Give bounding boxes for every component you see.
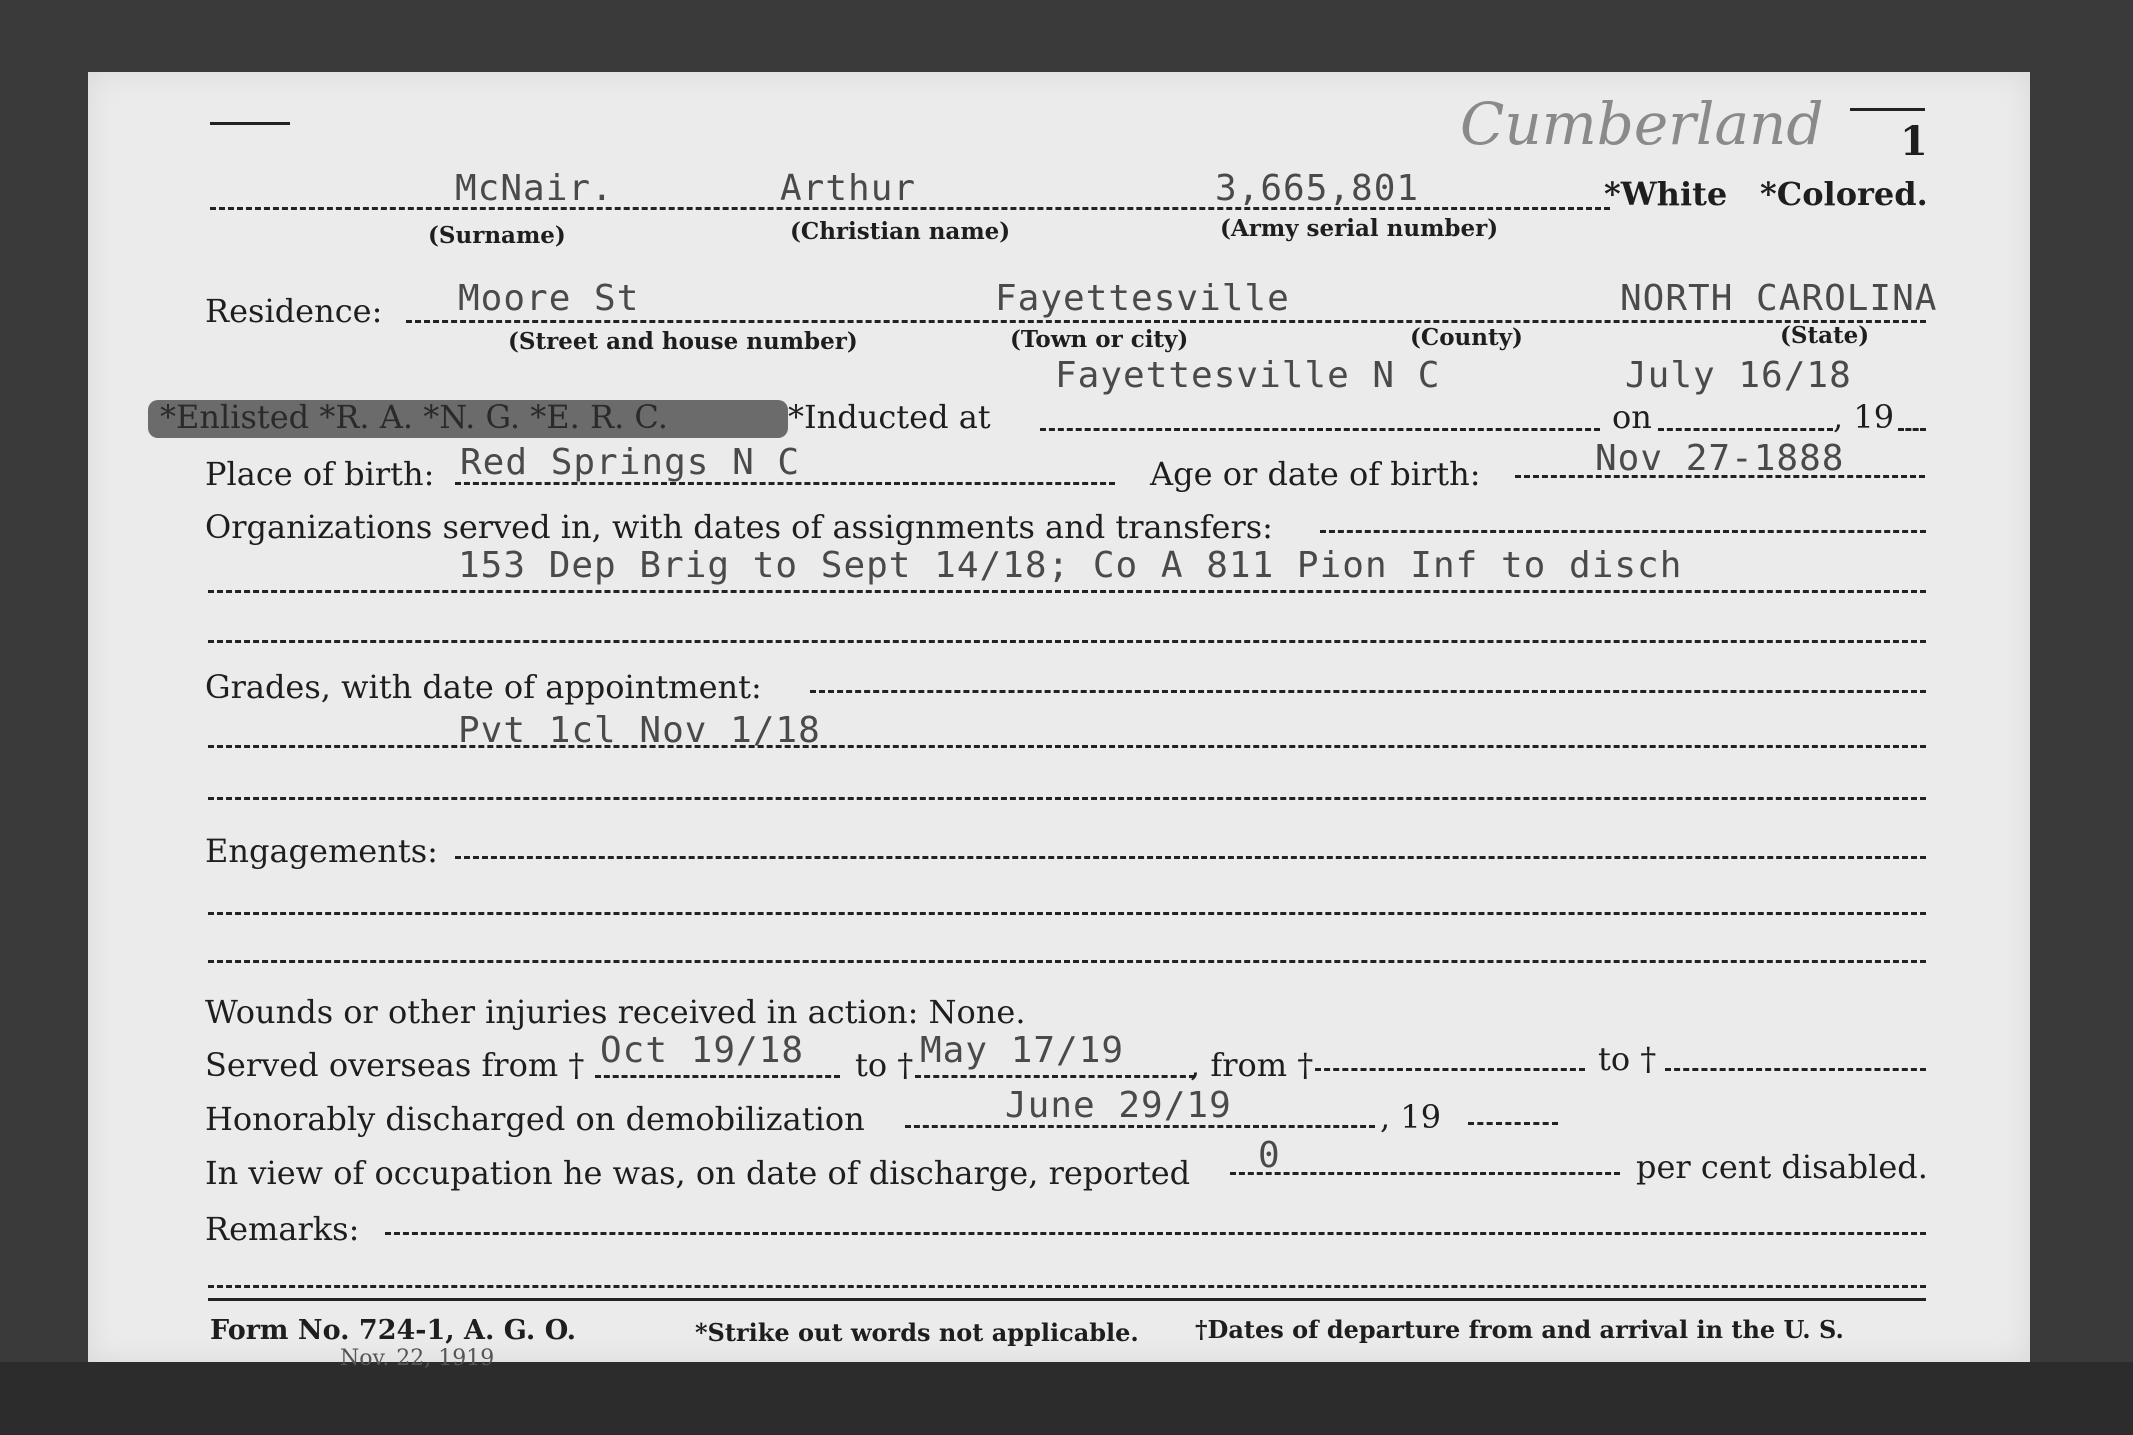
overseas-to-value: May 17/19 (920, 1030, 1125, 1071)
top-left-rule (210, 122, 290, 125)
christian-name-value: Arthur (780, 168, 917, 209)
birth-place-label: Place of birth: (205, 455, 435, 493)
inducted-place-line (1040, 428, 1600, 431)
engagements-line-1 (455, 856, 1926, 859)
serial-number-value: 3,665,801 (1215, 168, 1420, 209)
organizations-label: Organizations served in, with dates of assignments and transfers: (205, 508, 1273, 546)
county-handwritten: Cumberland (1460, 90, 1824, 158)
disability-label: In view of occupation he was, on date of discharge, reported (205, 1154, 1191, 1192)
birth-place-value: Red Springs N C (460, 442, 801, 483)
remarks-line-1 (385, 1232, 1926, 1235)
surname-caption: (Surname) (428, 222, 566, 249)
grades-line-2 (208, 745, 1926, 748)
overseas-to2-line (1665, 1068, 1926, 1071)
residence-street-value: Moore St (458, 278, 640, 319)
serial-number-caption: (Army serial number) (1220, 215, 1499, 242)
overseas-to2-label: to † (1598, 1040, 1657, 1078)
inducted-date-value: July 16/18 (1625, 355, 1852, 396)
organizations-line-1 (1320, 530, 1926, 533)
remarks-label: Remarks: (205, 1210, 360, 1248)
race-white-label: *White (1604, 175, 1728, 213)
race-colored-label: *Colored. (1760, 175, 1928, 213)
card-number: 1 (1900, 118, 1928, 165)
overseas-to-line (915, 1075, 1195, 1078)
scan-background (0, 1362, 2133, 1435)
engagements-line-2 (208, 912, 1926, 915)
residence-line (406, 320, 1926, 323)
grades-line-1 (810, 690, 1926, 693)
overseas-from2-label: , from † (1190, 1046, 1314, 1084)
grades-entry: Pvt 1cl Nov 1/18 (458, 710, 821, 751)
strike-note: *Strike out words not applicable. (695, 1318, 1139, 1347)
birth-date-line (1515, 475, 1925, 478)
birth-place-line (455, 482, 1115, 485)
wounds-label: Wounds or other injuries received in action: None. (205, 993, 1026, 1031)
disability-suffix: per cent disabled. (1636, 1148, 1928, 1186)
engagements-line-3 (208, 960, 1926, 963)
organizations-line-2 (208, 590, 1926, 593)
form-date-stamp: Nov. 22, 1919 (340, 1346, 495, 1371)
organizations-entry: 153 Dep Brig to Sept 14/18; Co A 811 Pion Inf to disch (458, 545, 1683, 586)
christian-name-caption: (Christian name) (790, 218, 1011, 245)
top-right-rule (1850, 108, 1925, 111)
town-caption: (Town or city) (1010, 326, 1189, 353)
street-caption: (Street and house number) (508, 328, 858, 355)
inducted-at-label: *Inducted at (788, 398, 991, 436)
inducted-date-line (1658, 428, 1833, 431)
dates-note: †Dates of departure from and arrival in the U. S. (1195, 1315, 1844, 1344)
state-caption: (State) (1780, 322, 1870, 349)
overseas-from2-line (1315, 1068, 1585, 1071)
surname-value: McNair. (455, 168, 614, 209)
discharge-label: Honorably discharged on demobilization (205, 1100, 865, 1138)
engagements-label: Engagements: (205, 832, 438, 870)
birth-date-label: Age or date of birth: (1150, 455, 1481, 493)
remarks-line-2 (208, 1285, 1926, 1288)
on-label: on (1612, 398, 1652, 436)
overseas-label: Served overseas from † (205, 1046, 585, 1084)
discharge-year-line (1468, 1122, 1558, 1125)
overseas-from-value: Oct 19/18 (600, 1030, 805, 1071)
footer-rule (208, 1298, 1926, 1301)
discharge-date-value: June 29/19 (1005, 1085, 1232, 1126)
discharge-year-suffix: , 19 (1380, 1098, 1442, 1136)
inducted-year-line (1898, 428, 1926, 431)
grades-label: Grades, with date of appointment: (205, 668, 762, 706)
overseas-to-label: to † (855, 1046, 914, 1084)
grades-line-3 (208, 797, 1926, 800)
disability-value: 0 (1258, 1135, 1281, 1176)
overseas-from-line (595, 1075, 840, 1078)
disability-line (1230, 1172, 1620, 1175)
form-number: Form No. 724-1, A. G. O. (210, 1315, 577, 1346)
county-caption: (County) (1410, 324, 1523, 351)
enlisted-options-label: *Enlisted *R. A. *N. G. *E. R. C. (160, 398, 668, 436)
residence-town-value: Fayettesville (995, 278, 1290, 319)
inducted-place-value: Fayettesville N C (1055, 355, 1441, 396)
residence-state-value: NORTH CAROLINA (1620, 278, 1938, 319)
organizations-line-3 (208, 640, 1926, 643)
residence-label: Residence: (205, 292, 383, 330)
discharge-date-line (905, 1125, 1375, 1128)
birth-date-value: Nov 27-1888 (1595, 438, 1845, 479)
inducted-year-suffix: , 19 (1833, 398, 1895, 436)
